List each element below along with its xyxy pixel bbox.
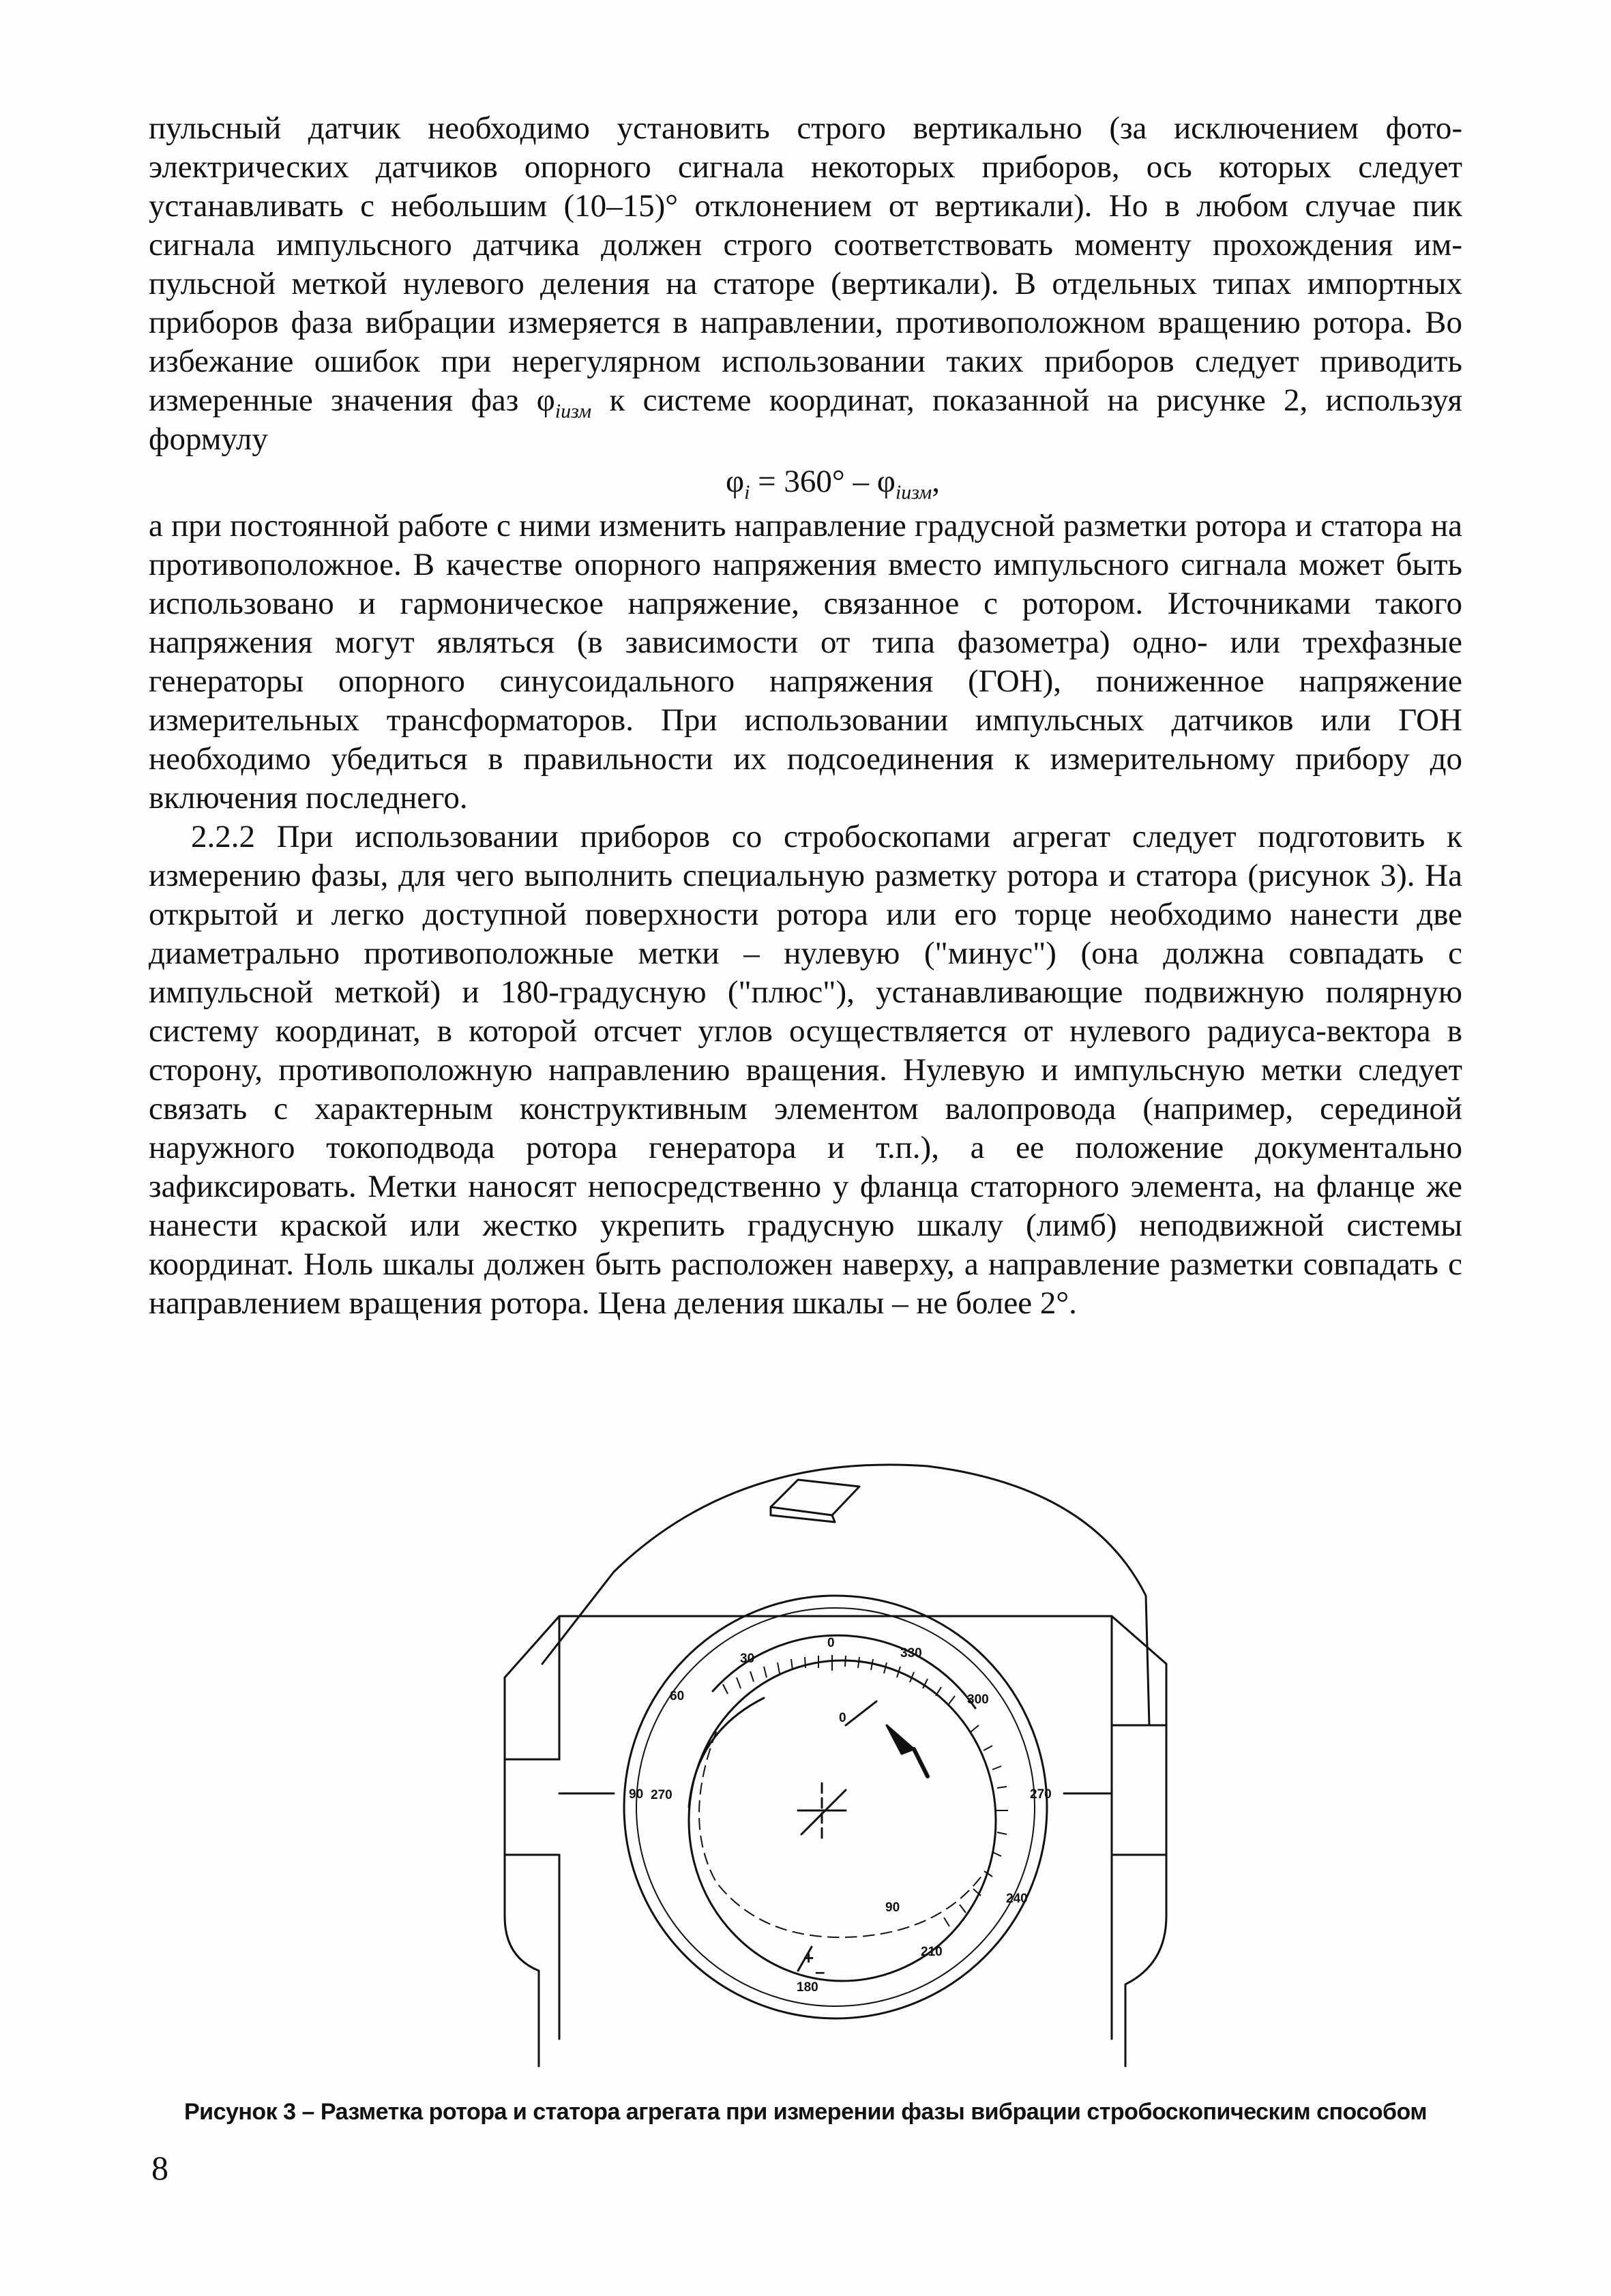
rotor-label-0: 0: [839, 1711, 846, 1725]
stator-label-300: 300: [967, 1693, 989, 1707]
stator-label-270: 270: [1030, 1787, 1052, 1802]
paragraph-1-text-b: к системе координат, показанной на рисунке 2, используя формулу: [149, 383, 1462, 457]
stator-flange: [624, 1596, 1047, 2018]
paragraph-1-text-a: пульсный датчик необходимо установить строго вертикально (за исключением фотоэлектрических датчиков опорного сигнала некоторых приборов, ось которых следует устанавливать с небольшим (10–15)° отклонением от вертикали). Но в любом случае пик сигнала импульсного датчика должен строго соответствовать моменту прохождения импульсной меткой нулевого деления на статоре (вертикали). В отдельных типах импортных приборов фаза вибрации измеряется в направлении, противоположном вращению ротора. Во избежание ошибок при нерегулярном использовании таких приборов следует приводить измеренные значения фаз φ: [149, 110, 1462, 418]
figure-caption: Рисунок 3 – Разметка ротора и статора агрегата при измерении фазы вибрации стробоскопическим способом: [183, 2099, 1427, 2125]
housing-lower: [505, 1855, 539, 2066]
formula-lhs-sub: i: [744, 481, 750, 504]
paragraph-1: [149, 109, 1462, 459]
formula-end: ,: [932, 464, 941, 499]
stator-label-180: 180: [797, 1980, 818, 1995]
rotor-label-270: 270: [651, 1788, 673, 1802]
zero-pointer: [846, 1701, 876, 1725]
paragraph-2: а при постоянной работе с ними изменить направление градусной разметки ротора и статора на противоположное. В качестве опорного напряжения вместо импульсного сигнала может быть использовано и гармоническое напряжение, связанное с ротором. Источниками такого напряжения могут являться (в зависимости от типа фазометра) одно- или трехфазные генераторы опорного синусоидального напряжения (ГОН), пониженное напряжение измерительных трансформаторов. При использовании импульсных датчиков или ГОН необходимо убедиться в правильности их подсоединения к измерительному прибору до включения последнего.: [149, 508, 1462, 816]
formula-mid: = 360° – φ: [750, 464, 896, 499]
housing-front-frame: [505, 1616, 1166, 1732]
rotor-face: [689, 1660, 996, 1981]
top-hatch: [771, 1480, 859, 1515]
figure-3-rotor-stator-drawing: [477, 1439, 1214, 2093]
stator-label-30: 30: [740, 1652, 755, 1666]
formula-lhs: φ: [725, 464, 745, 499]
rotor-label-90: 90: [885, 1900, 900, 1915]
rotation-arrow: [887, 1725, 914, 1754]
stator-scale-arc: [713, 1635, 975, 1708]
mark-minus: –: [815, 1961, 825, 1982]
phi-subscript: iизм: [555, 400, 592, 423]
formula: [149, 460, 1462, 503]
stator-label-240: 240: [1006, 1892, 1028, 1906]
body-text: [149, 109, 1462, 1323]
stator-label-330: 330: [900, 1646, 922, 1660]
stator-label-60: 60: [670, 1689, 685, 1703]
stator-label-90: 90: [629, 1787, 644, 1802]
stator-label-0: 0: [827, 1636, 835, 1650]
formula-rhs-sub: iизм: [895, 481, 932, 504]
page-number: 8: [151, 2149, 168, 2187]
figure-svg: [477, 1439, 1214, 2093]
stator-label-210: 210: [921, 1945, 943, 1959]
mark-plus: +: [803, 1948, 814, 1968]
rotor-dashed-edge: [699, 1732, 982, 1937]
paragraph-3: 2.2.2 При использовании приборов со стробоскопами агрегат следует подготовить к измерению фазы, для чего выполнить специальную разметку ротора и статора (рисунок 3). На открытой и легко доступной поверхности ротора или его торце необходимо нанести две диаметрально противоположные метки – нулевую ("минус") (она должна совпадать с импульсной меткой) и 180-градусную ("плюс"), устанавливающие подвижную полярную систему координат, в которой отсчет углов осуществляется от нулевого радиуса-вектора в сторону, противоположную направлению вращения. Нулевую и импульсную метки следует связать с характерным конструктивным элементом валопровода (например, серединой наружного токоподвода ротора генератора и т.п.), а ее положение документально зафиксировать. Метки наносят непосредственно у фланца статорного элемента, на фланце же нанести краской или жестко укрепить градусную шкалу (лимб) неподвижной системы координат. Ноль шкалы должен быть расположен наверху, а направление разметки совпадать с направлением вращения ротора. Цена деления шкалы – не более 2°.: [149, 819, 1462, 1321]
